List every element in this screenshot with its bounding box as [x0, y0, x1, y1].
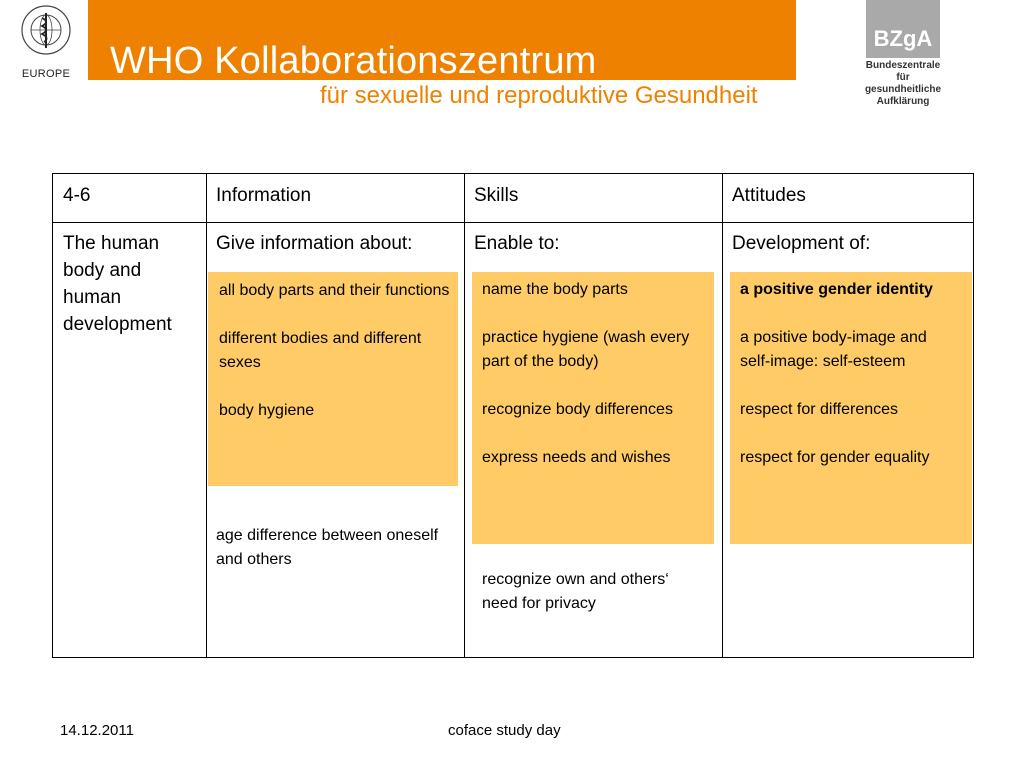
table-header-divider	[53, 222, 973, 223]
skills-list	[482, 278, 704, 470]
who-emblem-icon	[20, 4, 72, 56]
list-item: respect for gender equality	[740, 449, 930, 466]
list-item: express needs and wishes	[482, 449, 671, 466]
column-divider	[464, 174, 465, 657]
header-banner	[88, 0, 796, 80]
column-divider	[206, 174, 207, 657]
list-item: respect for differences	[740, 401, 899, 418]
header-age-group: 4-6	[63, 185, 91, 206]
bzga-abbreviation: BZgA	[873, 26, 933, 51]
list-item: practice hygiene (wash every part of the body)	[482, 329, 690, 370]
banner-title: WHO Kollaborationszentrum	[110, 40, 597, 82]
information-list	[219, 279, 451, 423]
header-skills: Skills	[474, 185, 519, 206]
list-item: all body parts and their functions	[219, 282, 450, 299]
banner-subtitle: für sexuelle und reproduktive Gesundheit	[320, 82, 758, 109]
column-divider	[722, 174, 723, 657]
list-item: name the body parts	[482, 281, 628, 298]
attitudes-intro: Development of:	[732, 233, 871, 254]
list-item: a positive body-image and self-image: self-esteem	[740, 329, 927, 370]
list-item: recognize body differences	[482, 401, 673, 418]
bzga-logo	[866, 0, 940, 58]
skills-extra-item: recognize own and others‘ need for privacy	[482, 571, 669, 612]
bzga-fullname: Bundeszentrale für gesundheitliche Aufklärung	[864, 60, 942, 107]
header-information: Information	[216, 185, 312, 206]
information-intro: Give information about:	[216, 233, 413, 254]
information-extra-item: age difference between oneself and others	[216, 527, 439, 568]
curriculum-table	[52, 173, 974, 658]
skills-intro: Enable to:	[474, 233, 560, 254]
attitudes-list	[740, 278, 960, 470]
who-europe-logo	[8, 4, 84, 90]
footer-date: 14.12.2011	[60, 722, 134, 739]
header-attitudes: Attitudes	[732, 185, 806, 206]
list-item: body hygiene	[219, 402, 315, 419]
footer-event: coface study day	[448, 722, 561, 739]
list-item: different bodies and different sexes	[219, 330, 422, 371]
who-region-label: EUROPE	[21, 68, 71, 80]
row-label: The human body and human development	[63, 233, 172, 335]
list-item: a positive gender identity	[740, 281, 933, 298]
